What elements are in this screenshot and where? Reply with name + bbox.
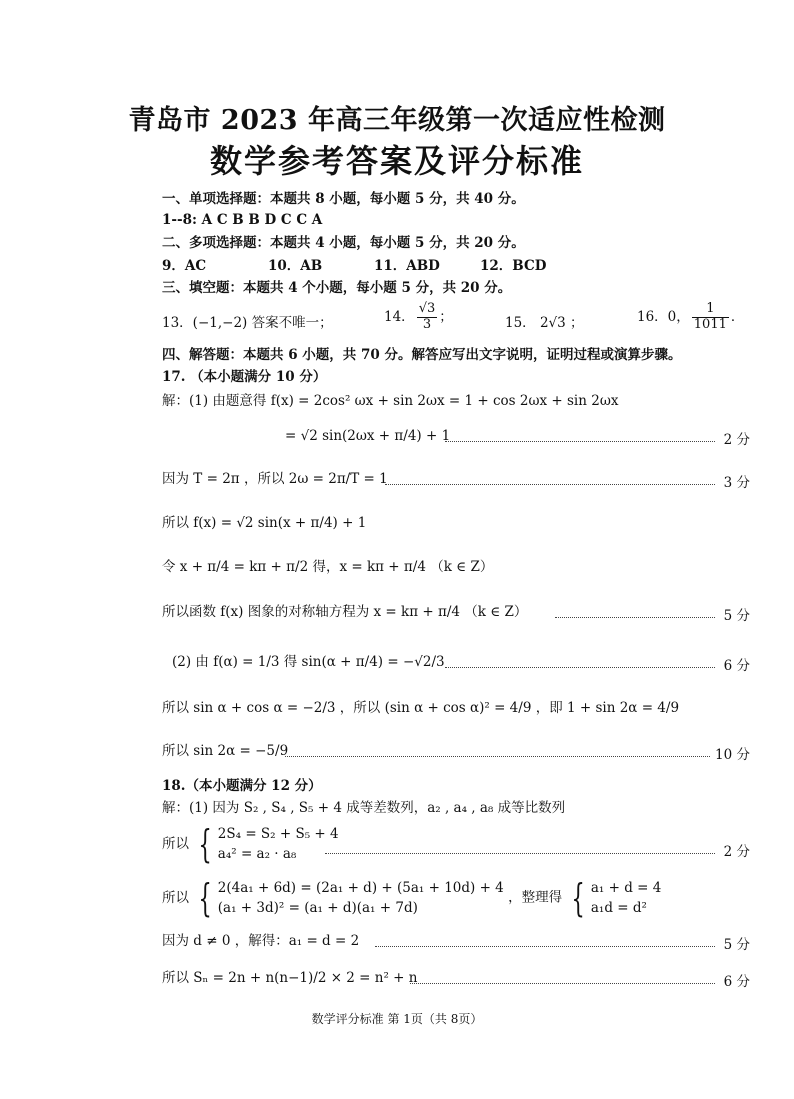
q17-step-6: 所以函数 f(x) 图象的对称轴方程为 x = kπ + π/4 （k ∈ Z） bbox=[162, 604, 528, 620]
answer-12: 12．BCD bbox=[480, 258, 547, 274]
answer-14-label: 14． bbox=[384, 308, 415, 325]
leader-dots bbox=[555, 617, 715, 618]
leader-dots bbox=[385, 484, 715, 485]
q18-step-3-mid: ，整理得 bbox=[508, 889, 563, 906]
answer-14-numerator: √3 bbox=[418, 301, 436, 316]
q17-step-5: 令 x + π/4 = kπ + π/2 得，x = kπ + π/4 （k ∈ Z） bbox=[162, 559, 494, 575]
answer-16-fraction bbox=[692, 302, 729, 333]
equation: a₄² = a₂ · a₈ bbox=[217, 846, 297, 863]
q17-score-3: 3 分 bbox=[723, 475, 750, 491]
q17-score-10: 10 分 bbox=[715, 747, 750, 763]
answer-14-end: ； bbox=[439, 308, 453, 325]
q17-step-8: 所以 sin α + cos α = −2/3 ，所以 (sin α + cos α)² = 4/9 ，即 1 + sin 2α = 4/9 bbox=[162, 700, 680, 716]
q18-step-3-prefix: 所以 bbox=[162, 889, 189, 906]
answer-key-title: 数学参考答案及评分标准 bbox=[209, 142, 584, 180]
answer-14 bbox=[384, 302, 453, 333]
q18-score-6: 6 分 bbox=[723, 974, 750, 990]
answer-14-fraction bbox=[417, 302, 438, 333]
leader-dots bbox=[325, 853, 715, 854]
page-footer: 数学评分标准 第 1页（共 8页） bbox=[311, 1012, 483, 1026]
answer-9: 9．AC bbox=[162, 258, 207, 274]
left-brace: { bbox=[198, 822, 213, 867]
q17-step-3: 因为 T = 2π ，所以 2ω = 2π/T = 1 bbox=[162, 471, 388, 487]
answer-16-end: ． bbox=[730, 308, 745, 325]
q17-score-5: 5 分 bbox=[723, 608, 750, 624]
section-fill-blank: 三、填空题：本题共 4 个小题，每小题 5 分，共 20 分。 bbox=[162, 280, 512, 296]
q18-step-2-prefix: 所以 bbox=[162, 835, 189, 852]
leader-dots bbox=[445, 441, 715, 442]
q18-step-2 bbox=[162, 824, 339, 865]
answer-15: 15． 2√3 ； bbox=[505, 315, 584, 331]
answer-10: 10．AB bbox=[268, 258, 323, 274]
q17-step-2: = √2 sin(2ωx + π/4) + 1 bbox=[285, 428, 451, 444]
equation: (a₁ + 3d)² = (a₁ + d)(a₁ + 7d) bbox=[217, 900, 418, 917]
section-free-response: 四、解答题：本题共 6 小题，共 70 分。解答应写出文字说明，证明过程或演算步骤。 bbox=[162, 347, 682, 363]
equation-system bbox=[218, 824, 339, 865]
answer-16-numerator: 1 bbox=[692, 302, 729, 318]
left-brace: { bbox=[571, 876, 586, 921]
answer-16-label: 16．0， bbox=[637, 308, 690, 325]
q17-step-1: 解：(1) 由题意得 f(x) = 2cos² ωx + sin 2ωx = 1 + cos 2ωx + sin 2ωx bbox=[162, 393, 619, 409]
section-multiple-choice: 二、多项选择题：本题共 4 小题，每小题 5 分，共 20 分。 bbox=[162, 235, 525, 251]
equation: 2(4a₁ + 6d) = (2a₁ + d) + (5a₁ + 10d) + 4 bbox=[217, 880, 504, 896]
equation: a₁d = d² bbox=[590, 900, 647, 917]
q17-step-9: 所以 sin 2α = −5/9 bbox=[162, 743, 289, 759]
q18-step-4: 因为 d ≠ 0 ，解得：a₁ = d = 2 bbox=[162, 933, 360, 949]
answer-16 bbox=[637, 302, 744, 333]
leader-dots bbox=[375, 946, 715, 947]
q18-heading: 18.（本小题满分 12 分） bbox=[162, 778, 322, 794]
q18-step-1: 解：(1) 因为 S₂ , S₄ , S₅ + 4 成等差数列，a₂ , a₄ , a₈ 成等比数列 bbox=[162, 800, 566, 816]
q18-score-5: 5 分 bbox=[723, 937, 750, 953]
equation-system bbox=[218, 878, 504, 919]
q17-score-6: 6 分 bbox=[723, 658, 750, 674]
equation: 2S₄ = S₂ + S₅ + 4 bbox=[217, 826, 339, 842]
answer-13: 13．(−1,−2) 答案不唯一； bbox=[162, 315, 333, 331]
leader-dots bbox=[445, 667, 715, 668]
left-brace: { bbox=[198, 876, 213, 921]
answer-14-denominator: 3 bbox=[422, 316, 432, 332]
q17-heading: 17. （本小题满分 10 分） bbox=[162, 369, 327, 385]
q17-score-2: 2 分 bbox=[723, 432, 750, 448]
q18-step-3 bbox=[162, 878, 661, 919]
q17-step-4: 所以 f(x) = √2 sin(x + π/4) + 1 bbox=[162, 515, 367, 531]
q17-step-7: (2) 由 f(α) = 1/3 得 sin(α + π/4) = −√2/3 bbox=[172, 654, 445, 670]
leader-dots bbox=[285, 756, 710, 757]
equation-system bbox=[591, 878, 661, 919]
answer-11: 11．ABD bbox=[374, 258, 440, 274]
q18-score-2: 2 分 bbox=[723, 844, 750, 860]
leader-dots bbox=[410, 983, 715, 984]
section-single-choice: 一、单项选择题：本题共 8 小题，每小题 5 分，共 40 分。 bbox=[162, 191, 525, 207]
exam-title: 青岛市 2023 年高三年级第一次适应性检测 bbox=[128, 105, 666, 136]
answer-16-denominator: 1011 bbox=[693, 316, 727, 332]
q18-step-5: 所以 Sₙ = 2n + n(n−1)/2 × 2 = n² + n bbox=[162, 970, 418, 986]
single-choice-answers: 1--8: A C B B D C C A bbox=[162, 212, 323, 228]
equation: a₁ + d = 4 bbox=[590, 880, 662, 896]
